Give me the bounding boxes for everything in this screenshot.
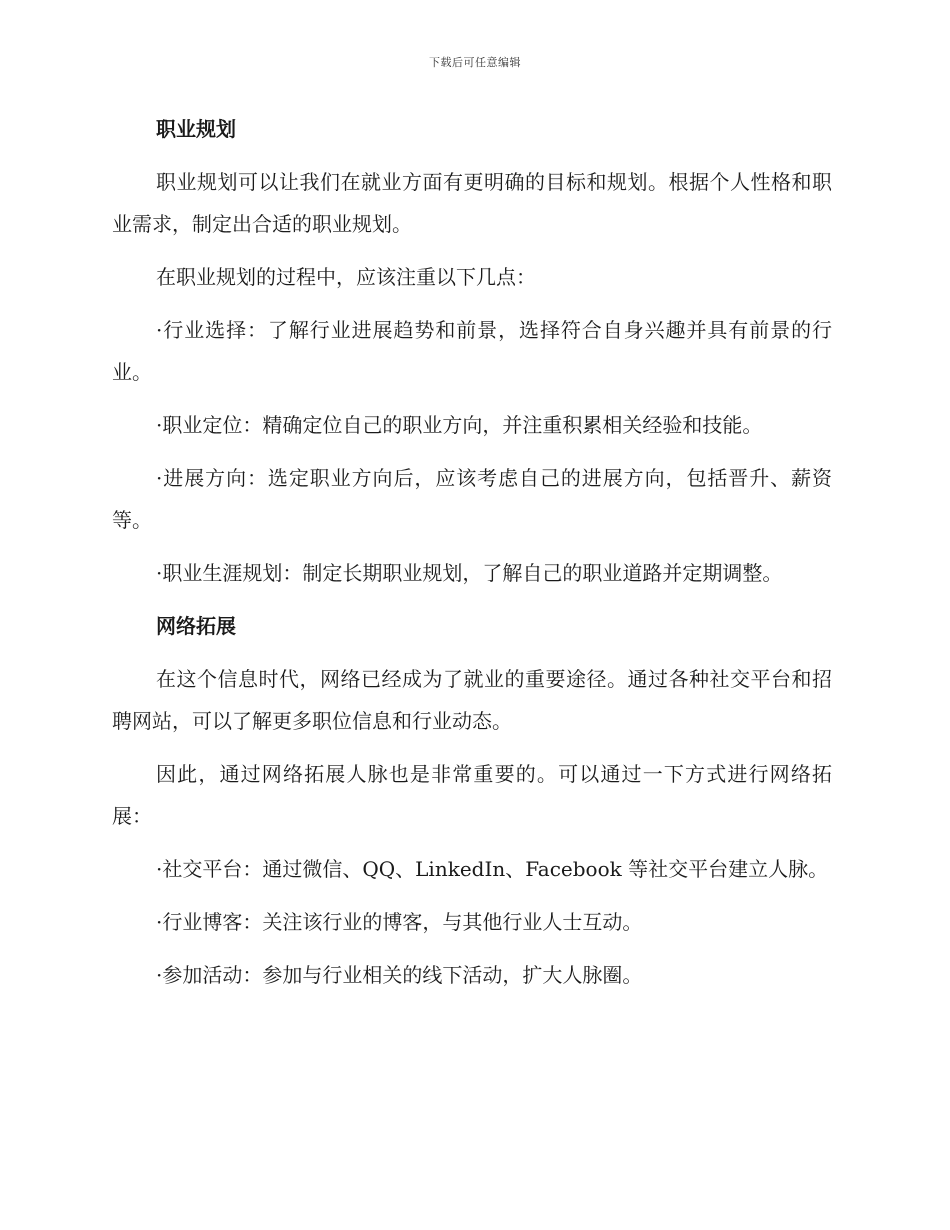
paragraph: 在职业规划的过程中，应该注重以下几点： <box>156 265 536 289</box>
bullet-text: 职业定位：精确定位自己的职业方向，并注重积累相关经验和技能。 <box>162 413 763 437</box>
bullet-item <box>112 309 832 393</box>
bullet-item <box>112 848 832 890</box>
section-heading-network-expansion: 网络拓展 <box>156 614 236 638</box>
bullet-text: 行业博客：关注该行业的博客，与其他行业人士互动。 <box>162 910 643 934</box>
bullet-marker: · <box>156 910 163 934</box>
bullet-item <box>112 457 832 541</box>
paragraph: 在这个信息时代，网络已经成为了就业的重要途径。通过各种社交平台和招聘网站，可以了解更多职位信息和行业动态。 <box>112 667 832 733</box>
paragraph: 因此，通过网络拓展人脉也是非常重要的。可以通过一下方式进行网络拓展： <box>112 762 832 828</box>
bullet-text: 参加活动：参加与行业相关的线下活动，扩大人脉圈。 <box>162 963 643 987</box>
bullet-item <box>112 552 832 594</box>
bullet-marker: · <box>156 318 163 342</box>
bullet-marker: · <box>156 857 163 881</box>
document-body <box>112 108 832 1007</box>
bullet-marker: · <box>156 466 163 490</box>
bullet-marker: · <box>156 413 163 437</box>
bullet-text: 社交平台：通过微信、QQ、LinkedIn、Facebook 等社交平台建立人脉。 <box>162 857 829 881</box>
section-heading-career-planning: 职业规划 <box>156 117 236 141</box>
bullet-text: 职业生涯规划：制定长期职业规划，了解自己的职业道路并定期调整。 <box>162 561 783 585</box>
bullet-text: 行业选择：了解行业进展趋势和前景，选择符合自身兴趣并具有前景的行业。 <box>112 318 832 384</box>
paragraph: 职业规划可以让我们在就业方面有更明确的目标和规划。根据个人性格和职业需求，制定出合适的职业规划。 <box>112 170 832 236</box>
bullet-marker: · <box>156 963 163 987</box>
bullet-item <box>112 404 832 446</box>
bullet-item <box>112 954 832 996</box>
bullet-text: 进展方向：选定职业方向后，应该考虑自己的进展方向，包括晋升、薪资等。 <box>112 466 832 532</box>
page-header: 下载后可任意编辑 <box>429 56 521 69</box>
bullet-marker: · <box>156 561 163 585</box>
bullet-item <box>112 901 832 943</box>
